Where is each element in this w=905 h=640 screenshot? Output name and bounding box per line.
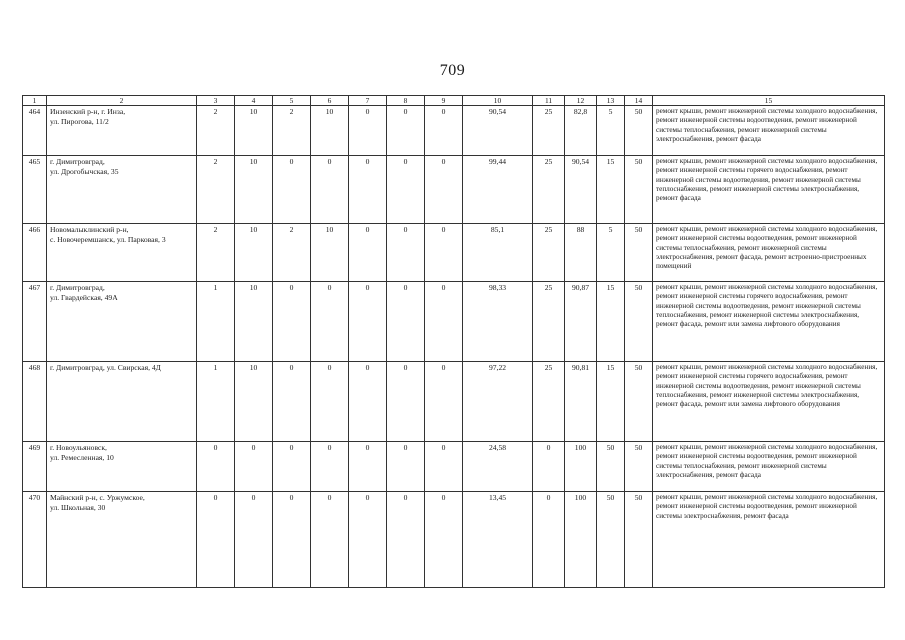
value-cell: 0 — [349, 492, 387, 588]
value-cell: 50 — [597, 492, 625, 588]
value-cell: 1 — [197, 362, 235, 442]
value-cell: 15 — [597, 362, 625, 442]
address-line: г. Димитровград, ул. Свирская, 4Д — [50, 363, 161, 373]
value-cell: 50 — [625, 362, 653, 442]
table-row — [23, 492, 885, 588]
table-row — [23, 106, 885, 156]
value-cell: 0 — [425, 224, 463, 282]
column-header: 5 — [273, 96, 311, 106]
value-cell: 5 — [597, 106, 625, 156]
row-number: 469 — [23, 442, 47, 492]
value-cell: 2 — [273, 224, 311, 282]
works-list-cell: ремонт крыши, ремонт инженерной системы холодного водоснабжения, ремонт инженерной системы горячего водоснабжения, ремонт инженерной системы водоотведения, ремонт инженерной системы теплоснабжения, ремонт инженерной системы электроснабжения, ремонт фасада — [653, 156, 885, 224]
address-cell — [47, 362, 197, 442]
value-cell: 0 — [425, 442, 463, 492]
value-cell: 99,44 — [463, 156, 533, 224]
value-cell: 0 — [197, 492, 235, 588]
value-cell: 0 — [387, 442, 425, 492]
value-cell: 25 — [533, 156, 565, 224]
value-cell: 10 — [235, 282, 273, 362]
value-cell: 0 — [425, 362, 463, 442]
value-cell: 0 — [311, 492, 349, 588]
value-cell: 0 — [425, 106, 463, 156]
column-header: 6 — [311, 96, 349, 106]
table-row — [23, 282, 885, 362]
row-number: 468 — [23, 362, 47, 442]
page-number: 709 — [439, 62, 466, 79]
table-row — [23, 156, 885, 224]
address-cell — [47, 492, 197, 588]
value-cell: 10 — [311, 106, 349, 156]
value-cell: 0 — [311, 442, 349, 492]
row-number: 467 — [23, 282, 47, 362]
column-header: 1 — [23, 96, 47, 106]
value-cell: 0 — [197, 442, 235, 492]
column-header: 10 — [463, 96, 533, 106]
address-line: Новомалыклинский р-н, — [50, 225, 129, 235]
address-line: ул. Школьная, 30 — [50, 502, 106, 512]
value-cell: 0 — [235, 492, 273, 588]
address-line: Инзенский р-н, г. Инза, — [50, 107, 126, 117]
value-cell: 0 — [311, 156, 349, 224]
value-cell: 0 — [387, 106, 425, 156]
value-cell: 0 — [425, 156, 463, 224]
value-cell: 0 — [311, 282, 349, 362]
value-cell: 5 — [597, 224, 625, 282]
value-cell: 10 — [235, 224, 273, 282]
column-header: 12 — [565, 96, 597, 106]
address-cell — [47, 106, 197, 156]
row-number: 464 — [23, 106, 47, 156]
value-cell: 90,81 — [565, 362, 597, 442]
column-header: 7 — [349, 96, 387, 106]
address-line: с. Новочеремшанск, ул. Парковая, 3 — [50, 234, 166, 244]
column-header: 8 — [387, 96, 425, 106]
value-cell: 0 — [349, 282, 387, 362]
value-cell: 0 — [311, 362, 349, 442]
value-cell: 90,54 — [565, 156, 597, 224]
value-cell: 2 — [197, 224, 235, 282]
value-cell: 25 — [533, 362, 565, 442]
value-cell: 50 — [625, 224, 653, 282]
capital-repair-table — [22, 95, 885, 588]
table-header-row — [23, 96, 885, 106]
address-line: ул. Пирогова, 11/2 — [50, 116, 109, 126]
value-cell: 90,87 — [565, 282, 597, 362]
works-list-cell: ремонт крыши, ремонт инженерной системы холодного водоснабжения, ремонт инженерной системы водоотведения, ремонт инженерной системы теплоснабжения, ремонт инженерной системы электроснабжения, ремонт фасада, ремонт встроенно-пристроенных помещений — [653, 224, 885, 282]
row-number: 465 — [23, 156, 47, 224]
value-cell: 25 — [533, 224, 565, 282]
value-cell: 0 — [273, 282, 311, 362]
value-cell: 50 — [625, 492, 653, 588]
value-cell: 0 — [533, 492, 565, 588]
column-header: 15 — [653, 96, 885, 106]
column-header: 3 — [197, 96, 235, 106]
value-cell: 100 — [565, 492, 597, 588]
value-cell: 0 — [387, 282, 425, 362]
value-cell: 25 — [533, 106, 565, 156]
works-list-cell: ремонт крыши, ремонт инженерной системы холодного водоснабжения, ремонт инженерной системы водоотведения, ремонт инженерной системы электроснабжения, ремонт фасада — [653, 492, 885, 588]
value-cell: 2 — [273, 106, 311, 156]
row-number: 470 — [23, 492, 47, 588]
address-line: Майнский р-н, с. Уржумское, — [50, 493, 145, 503]
row-number: 466 — [23, 224, 47, 282]
value-cell: 1 — [197, 282, 235, 362]
address-line: ул. Ремесленная, 10 — [50, 452, 114, 462]
table-body — [23, 96, 885, 588]
table-row — [23, 362, 885, 442]
value-cell: 0 — [235, 442, 273, 492]
value-cell: 0 — [533, 442, 565, 492]
value-cell: 10 — [235, 156, 273, 224]
value-cell: 2 — [197, 156, 235, 224]
address-cell — [47, 224, 197, 282]
column-header: 2 — [47, 96, 197, 106]
value-cell: 0 — [387, 492, 425, 588]
value-cell: 2 — [197, 106, 235, 156]
value-cell: 50 — [597, 442, 625, 492]
address-line: ул. Гвардейская, 49А — [50, 292, 118, 302]
value-cell: 10 — [235, 106, 273, 156]
value-cell: 90,54 — [463, 106, 533, 156]
value-cell: 0 — [387, 224, 425, 282]
address-line: г. Димитровград, — [50, 283, 105, 293]
value-cell: 85,1 — [463, 224, 533, 282]
column-header: 4 — [235, 96, 273, 106]
value-cell: 50 — [625, 106, 653, 156]
address-line: г. Новоульяновск, — [50, 443, 107, 453]
value-cell: 0 — [349, 156, 387, 224]
value-cell: 0 — [273, 362, 311, 442]
value-cell: 0 — [349, 106, 387, 156]
value-cell: 0 — [387, 156, 425, 224]
value-cell: 15 — [597, 282, 625, 362]
value-cell: 100 — [565, 442, 597, 492]
value-cell: 50 — [625, 156, 653, 224]
value-cell: 24,58 — [463, 442, 533, 492]
column-header: 14 — [625, 96, 653, 106]
works-list-cell: ремонт крыши, ремонт инженерной системы холодного водоснабжения, ремонт инженерной системы водоотведения, ремонт инженерной системы теплоснабжения, ремонт инженерной системы электроснабжения, ремонт фасада — [653, 106, 885, 156]
value-cell: 10 — [311, 224, 349, 282]
value-cell: 0 — [349, 442, 387, 492]
column-header: 13 — [597, 96, 625, 106]
value-cell: 25 — [533, 282, 565, 362]
value-cell: 0 — [387, 362, 425, 442]
table-row — [23, 442, 885, 492]
value-cell: 0 — [425, 492, 463, 588]
value-cell: 0 — [273, 156, 311, 224]
address-cell — [47, 156, 197, 224]
value-cell: 0 — [349, 224, 387, 282]
works-list-cell: ремонт крыши, ремонт инженерной системы холодного водоснабжения, ремонт инженерной системы горячего водоснабжения, ремонт инженерной системы водоотведения, ремонт инженерной системы теплоснабжения, ремонт инженерной системы электроснабжения, ремонт фасада, ремонт или замена лифтового оборудования — [653, 282, 885, 362]
value-cell: 97,22 — [463, 362, 533, 442]
value-cell: 0 — [273, 492, 311, 588]
value-cell: 0 — [273, 442, 311, 492]
address-line: г. Димитровград, — [50, 157, 105, 167]
works-list-cell: ремонт крыши, ремонт инженерной системы холодного водоснабжения, ремонт инженерной системы горячего водоснабжения, ремонт инженерной системы водоотведения, ремонт инженерной системы теплоснабжения, ремонт инженерной системы электроснабжения, ремонт фасада, ремонт или замена лифтового оборудования — [653, 362, 885, 442]
value-cell: 13,45 — [463, 492, 533, 588]
column-header: 9 — [425, 96, 463, 106]
value-cell: 82,8 — [565, 106, 597, 156]
value-cell: 15 — [597, 156, 625, 224]
value-cell: 0 — [349, 362, 387, 442]
value-cell: 50 — [625, 282, 653, 362]
address-cell — [47, 282, 197, 362]
value-cell: 98,33 — [463, 282, 533, 362]
value-cell: 50 — [625, 442, 653, 492]
value-cell: 0 — [425, 282, 463, 362]
value-cell: 10 — [235, 362, 273, 442]
address-line: ул. Дрогобычская, 35 — [50, 166, 119, 176]
address-cell — [47, 442, 197, 492]
column-header: 11 — [533, 96, 565, 106]
table-row — [23, 224, 885, 282]
value-cell: 88 — [565, 224, 597, 282]
works-list-cell: ремонт крыши, ремонт инженерной системы холодного водоснабжения, ремонт инженерной системы водоотведения, ремонт инженерной системы теплоснабжения, ремонт инженерной системы электроснабжения, ремонт фасада — [653, 442, 885, 492]
